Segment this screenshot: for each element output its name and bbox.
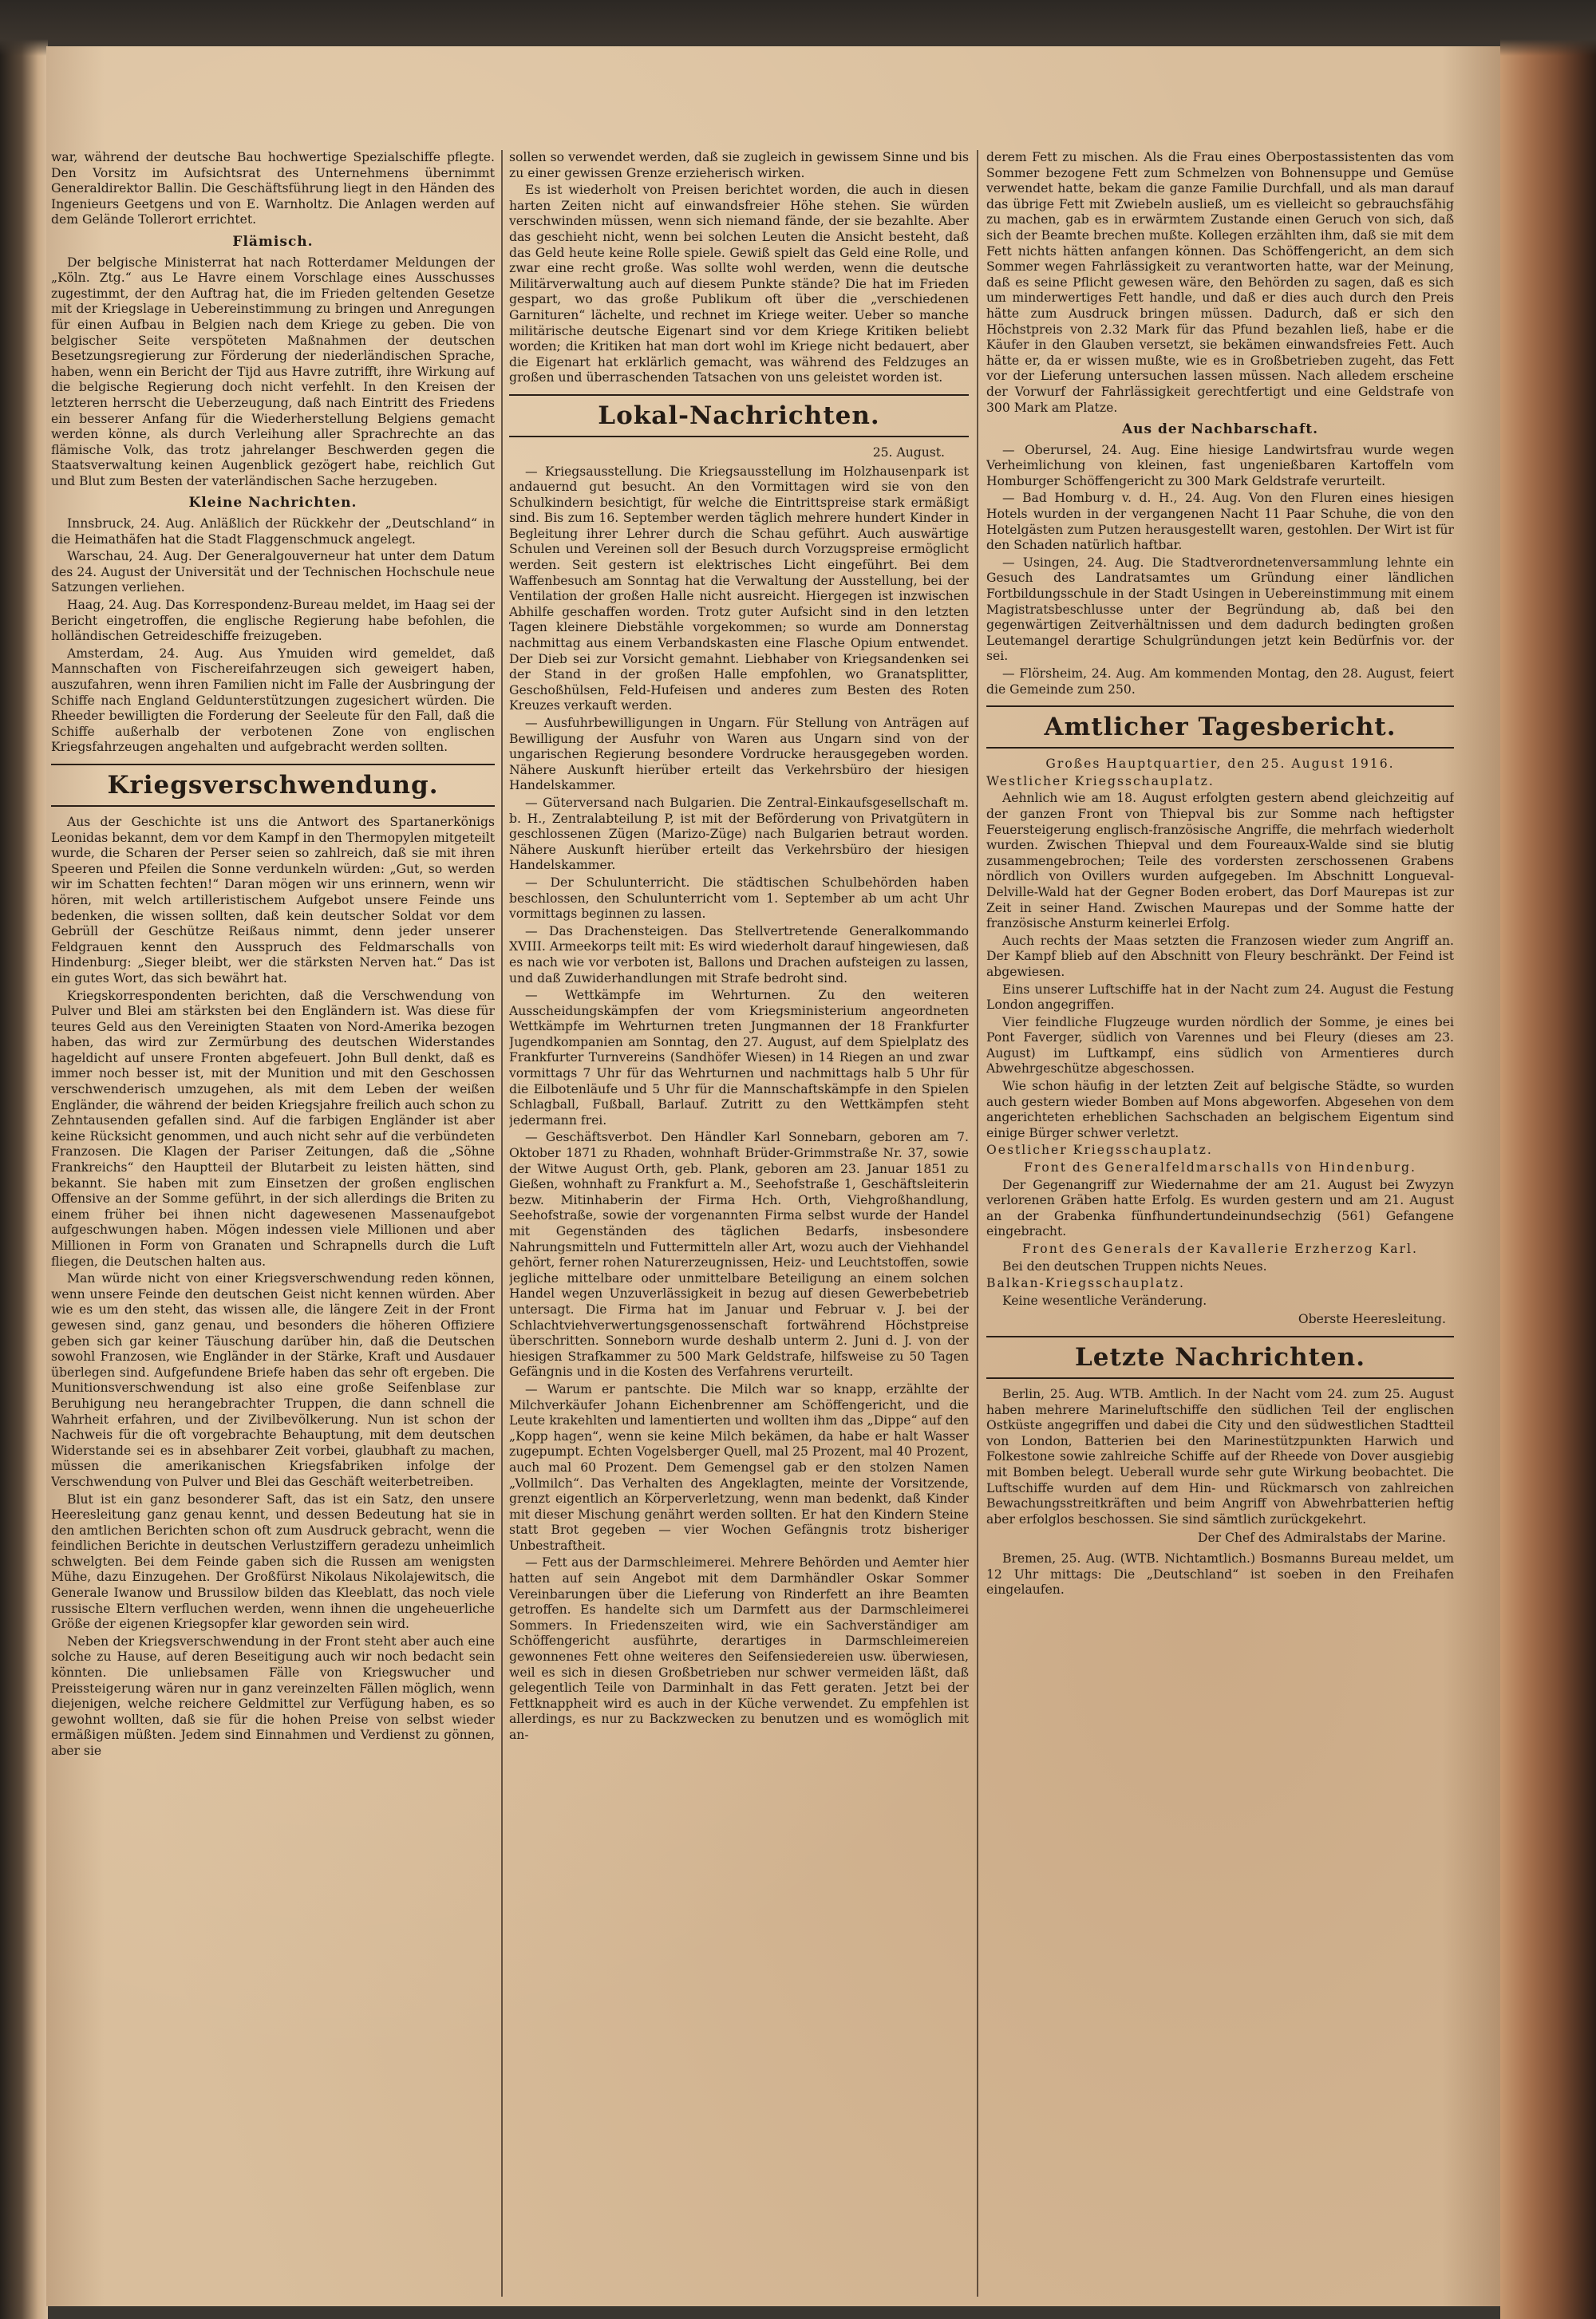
article-heading-kriegsverschwendung: Kriegsverschwendung. — [107, 770, 439, 800]
paragraph: Es ist wiederholt von Preisen berichtet worden, die auch in diesen harten Zeiten nicht auf einwandsfreier Höhe stehen. Sie würden verschwinden müssen, wenn sich niemand fände, der sie bezahlte. Aber das geschieht nicht, wenn bei solchen Leuten die Ansicht besteht, daß das Geld heute keine Rolle spiele. Gewiß spielt das Geld eine Rolle, und zwar eine recht große. Was sollte wohl werden, wenn die deutsche Militärverwaltung auch auf diesem Punkte stände? Die hat im Frieden gespart, wo das große Publikum oft über die „verschiedenen Garnituren“ lächelte, und rechnet im Kriege weiter. Ueber so manche militärische deutsche Eigenart sind vor dem Kriege Kritiken beliebt worden; die Kritiken hat man dort wohl im Kriege nicht bedauert, aber die Eigenart hat erklärlich gemacht, was während des Feldzuges an großen und überraschenden Tatsachen von uns geleistet worden ist. — [509, 183, 969, 385]
column-left — [51, 150, 495, 2297]
dateline: Großes Hauptquartier, den 25. August 1916. — [1045, 757, 1395, 772]
news-item: Innsbruck, 24. Aug. Anläßlich der Rückkehr der „Deutschland“ in die Heimathäfen hat die Stadt Flaggenschmuck angelegt. — [51, 516, 495, 547]
front-heading: Front des Generals der Kavallerie Erzherzog Karl. — [1022, 1242, 1418, 1256]
news-item: — Wettkämpfe im Wehrturnen. Zu den weiteren Ausscheidungskämpfen der vom Kriegsministerium angeordneten Wettkämpfe im Wehrturnen treten Jungmannen der 18 Frankfurter Jugendkompanien am Sonntag, den 27. August, auf dem Spielplatz des Frankfurter Turnvereins (Sandhöfer Wiesen) in 14 Riegen an und zwar vormittags 7 Uhr für das Wehrturnen und nachmittags halb 5 Uhr für die Eilbotenläufe und 5 Uhr für die Mannschaftskämpfe in den Spielen Schlagball, Fußball, Barlauf. Zutritt zu den Wettkämpfen steht jedermann frei. — [509, 988, 969, 1128]
news-item: — Flörsheim, 24. Aug. Am kommenden Montag, den 28. August, feiert die Gemeinde zum 250. — [986, 666, 1454, 697]
section-heading-flaemisch: Flämisch. — [232, 233, 314, 250]
front-heading: Front des Generalfeldmarschalls von Hindenburg. — [1024, 1160, 1416, 1175]
news-item: Haag, 24. Aug. Das Korrespondenz-Bureau meldet, im Haag sei der Bericht eingetroffen, die englische Regierung habe befohlen, die holländischen Getreideschiffe freizugeben. — [51, 598, 495, 644]
paragraph: Neben der Kriegsverschwendung in der Front steht aber auch eine solche zu Hause, auf deren Beseitigung auch wir noch bedacht sein könnten. Die unliebsamen Fälle von Kriegswucher und Preissteigerung wären nur in ganz vereinzelten Fällen möglich, wenn diejenigen, welche reichere Geldmittel zur Verfügung haben, es so gewohnt wollten, daß sie für die hohen Preise von selbst wieder ermäßigen müßten. Jedem sind Einnahmen und Verdienst zu gönnen, aber sie — [51, 1634, 495, 1758]
news-item: Amsterdam, 24. Aug. Aus Ymuiden wird gemeldet, daß Mannschaften von Fischereifahrzeugen sich geweigert haben, auszufahren, wenn ihren Familien nicht im Falle der Ausbringung der Schiffe nach England Geldunterstützungen zugesichert würden. Die Rheeder bewilligten die Forderung der Seeleute für den Fall, daß die Schiffe außerhalb der verbotenen Zone von englischen Kriegsfahrzeugen angehalten und aufgebracht werden sollten. — [51, 646, 495, 755]
news-item: — Oberursel, 24. Aug. Eine hiesige Landwirtsfrau wurde wegen Verheimlichung von kleinen, fast ungenießbaren Kartoffeln vom Homburger Schöffengericht zu 300 Mark Geldstrafe verurteilt. — [986, 442, 1454, 488]
news-item: Bremen, 25. Aug. (WTB. Nichtamtlich.) Bosmanns Bureau meldet, um 12 Uhr mittags: Die „Deutschland“ ist soeben in den Freihafen eingelaufen. — [986, 1551, 1454, 1598]
news-item: — Bad Homburg v. d. H., 24. Aug. Von den Fluren eines hiesigen Hotels wurden in der vergangenen Nacht 11 Paar Schuhe, die von den Hotelgästen zum Putzen herausgestellt waren, gestohlen. Der Wirt ist für den Schaden natürlich haftbar. — [986, 491, 1454, 553]
signature: Oberste Heeresleitung. — [1298, 1312, 1446, 1327]
paragraph: Blut ist ein ganz besonderer Saft, das ist ein Satz, den unsere Heeresleitung ganz genau kennt, und dessen Bedeutung hat sie in den amtlichen Berichten schon oft zum Ausdruck gebracht, wenn die feindlichen Berichte in deutschen Verlustziffern geradezu unheimlich schwelgten. Bei dem Feinde gaben sich die Russen am wenigsten Mühe, dazu Einzugehen. Der Großfürst Nikolaus Nikolajewitsch, die Generale Iwanow und Brussilow bilden das Kleeblatt, das noch viele russische Eltern verfluchen werden, wenn ihnen die ungeheuerliche Größe der eigenen Kriegsopfer klar geworden sein wird. — [51, 1491, 495, 1632]
signature: Der Chef des Admiralstabs der Marine. — [1197, 1531, 1446, 1546]
paragraph: Bei den deutschen Truppen nichts Neues. — [1002, 1258, 1267, 1274]
section-heading-kleine-nachrichten: Kleine Nachrichten. — [188, 495, 358, 512]
news-item: — Warum er pantschte. Die Milch war so knapp, erzählte der Milchverkäufer Johann Eichenbrenner am Schöffengericht, und die Leute krakehlten und lamentierten und wollten ihm das „Dippe“ auf den „Kopp hagen“, wenn sie keine Milch bekämen, da habe er halt Wasser zugepumpt. Echten Vogelsberger Quell, mal 25 Prozent, mal 40 Prozent, auch mal 60 Prozent. Dem Gemengsel gab er den stolzen Namen „Vollmilch“. Das Verhalten des Angeklagten, meinte der Vorsitzende, grenzt eigentlich an Körperverletzung, wenn man bedenkt, daß Kinder mit dieser Mischung genährt werden sollten. Er hat den Kindern Steine statt Brot gegeben — vier Wochen Gefängnis trotz bisheriger Unbestraftheit. — [509, 1381, 969, 1553]
book-binding-left — [0, 0, 48, 2319]
paragraph: Wie schon häufig in der letzten Zeit auf belgische Städte, so wurden auch gestern wieder Bomben auf Mons abgeworfen. Abgesehen von dem angerichteten erheblichen Sachschaden an belgischem Eigentum sind einige Bürger schwer verletzt. — [986, 1079, 1454, 1140]
heading-box — [986, 705, 1454, 749]
column-right — [986, 150, 1454, 2297]
paragraph: Vier feindliche Flugzeuge wurden nördlich der Somme, je eines bei Pont Faverger, südlich von Varennes und bei Fleury (dieses am 23. August) im Luftkampf, eins südlich von Armentieres durch Abwehrgeschütze abgeschossen. — [986, 1014, 1454, 1077]
paragraph: Der belgische Ministerrat hat nach Rotterdamer Meldungen der „Köln. Ztg.“ aus Le Havre einem Vorschlage eines Ausschusses zugestimmt, der den Auftrag hat, die im Frieden geltenden Gesetze mit der Kriegslage in Uebereinstimmung zu bringen und Anregungen für einen Aufbau in Belgien nach dem Kriege zu geben. Die von belgischer Seite verspöteten Maßnahmen der deutschen Besetzungsregierung zur Förderung der niederländischen Sprache, haben, wenn ein Bericht der Tijd aus Havre zutrifft, ihre Wirkung auf die belgische Regierung doch nicht verfehlt. In den Kreisen der letzteren herrscht die Ueberzeugung, daß nach Eintritt des Friedens ein besserer Anfang für die Wiederherstellung Belgiens gemacht werden könne, als durch Verleihung aller Sprachrechte an das flämische Volk, das trotz jahrelanger Beschwerden gegen die Staatsverwaltung keinen Augenblick gezögert habe, reichlich Gut und Blut zum Besten der vaterländischen Sache herzugeben. — [51, 255, 495, 488]
newspaper-page — [46, 46, 1500, 2306]
news-item: — Fett aus der Darmschleimerei. Mehrere Behörden und Aemter hier hatten auf sein Angebot mit dem Darmhändler Oskar Sommer Vereinbarungen über die Lieferung von Rinderfett an ihre Beamten getroffen. Es handelte sich um Darmfett aus der Darmschleimerei Sommers. In Friedenszeiten wird, wie ein Sachverständiger am Schöffengericht ausführte, derartiges in Darmschleimereien gewonnenes Fett ohne weiteres den Seifensiedereien usw. überwiesen, weil es sich in diesen Großbetrieben nur schwer vermeiden läßt, daß gelegentlich Teile von Darminhalt in das Fett geraten. Jetzt bei der Fettknappheit wird es auch in der Küche verwendet. Zu empfehlen ist allerdings, es nur zu Backzwecken zu benutzen und es womöglich mit an- — [509, 1555, 969, 1742]
section-heading-nachbarschaft: Aus der Nachbarschaft. — [1121, 421, 1319, 438]
book-binding-right — [1500, 0, 1596, 2319]
section-heading-lokal-nachrichten: Lokal-Nachrichten. — [598, 401, 880, 430]
paragraph: Aehnlich wie am 18. August erfolgten gestern abend gleichzeitig auf der ganzen Front von Thiepval bis zur Somme nach heftigster Feuersteigerung englisch-französische Angriffe, die mehrfach wiederholt wurden. Zwischen Thiepval und dem Foureaux-Walde sind sie blutig zusammengebrochen; Teile des vordersten zerschossenen Grabens nördlich von Ovillers wurden aufgegeben. Im Abschnitt Longueval-Delville-Wald hat der Gegner Boden erobert, das Dorf Maurepas ist zur Zeit in seiner Hand. Zwischen Maurepas und der Somme hatte der französische Ansturm keinerlei Erfolg. — [986, 791, 1454, 931]
section-heading-letzte-nachrichten: Letzte Nachrichten. — [1074, 1342, 1365, 1372]
paragraph: Man würde nicht von einer Kriegsverschwendung reden können, wenn unsere Feinde den deutschen Geist nicht kennen würden. Aber wie es um den steht, das wissen alle, die längere Zeit in der Front gewesen sind, ganz genau, und besonders die höheren Offiziere geben sich gar keiner Täuschung darüber hin, daß die Deutschen sowohl Franzosen, wie Engländer in der Stärke, Kraft und Ausdauer überlegen sind. Aufgefundene Briefe haben das sehr oft ergeben. Die Munitionsverschwendung ist also eine große Seifenblase zur Beruhigung neu herangebrachter Truppen, die dann schnell die Wahrheit erfahren, und der Zivilbevölkerung. Nun ist schon der Nachweis für die oft vorgebrachte Behauptung, mit dem deutschen Widerstande sei es in absehbarer Zeit vorbei, glaubhaft zu machen, müssen die amerikanischen Kriegsfabriken infolge der Verschwendung von Pulver und Blei das Geschäft weiterbetreiben. — [51, 1271, 495, 1489]
news-item: Warschau, 24. Aug. Der Generalgouverneur hat unter dem Datum des 24. August der Universität und der Technischen Hochschule neue Satzungen verliehen. — [51, 549, 495, 595]
paragraph: Kriegskorrespondenten berichten, daß die Verschwendung von Pulver und Blei am stärksten bei den Engländern ist. Was diese für teures Geld aus den Vereinigten Staaten von Nord-Amerika bezogen haben, das wird zur Zermürbung des deutschen Widerstandes hageldicht auf unsere Fronten abgefeuert. John Bull denkt, daß es immer noch besser ist, mit der Munition und mit den Geschossen verschwenderisch umzugehen, als mit dem Leben der weißen Engländer, die während der beiden Kriegsjahre freilich auch schon zu Zehntausenden gefallen sind. Auf die farbigen Engländer ist aber keine Rücksicht genommen, und auch nicht sehr auf die verbündeten Franzosen. Die Klagen der Pariser Zeitungen, daß die „Söhne Frankreichs“ den Hauptteil der Blutarbeit zu leisten hätten, sind bekannt. Sie haben mit zum Einsetzen der großen englischen Offensive an der Somme geführt, in der sich allerdings die Briten zu einem früher bei ihnen nicht dagewesenen Massenaufgebot aufgeschwungen haben. Mögen indessen viele Millionen und aber Millionen in Form von Granaten und Schrapnells durch die Luft fliegen, die Deutschen halten aus. — [51, 988, 495, 1269]
heading-box — [51, 764, 495, 807]
news-item: — Der Schulunterricht. Die städtischen Schulbehörden haben beschlossen, den Schulunterricht vom 1. September ab um acht Uhr vormittags beginnen zu lassen. — [509, 875, 969, 922]
heading-box — [509, 394, 969, 437]
paragraph: Keine wesentliche Veränderung. — [1002, 1293, 1207, 1308]
news-item: — Geschäftsverbot. Den Händler Karl Sonnebarn, geboren am 7. Oktober 1871 zu Rhaden, wohnhaft Brüder-Grimmstraße Nr. 37, sowie der Witwe August Orth, geb. Plank, geboren am 23. Januar 1851 zu Gießen, wohnhaft zu Frankfurt a. M., Seehofstraße 1, Geschäftsleiterin bezw. Mitinhaberin der Firma Hch. Orth, Viehgroßhandlung, Seehofstraße, sowie der vorgenannten Firma selbst wurde der Handel mit Gegenständen des täglichen Bedarfs, insbesondere Nahrungsmitteln und Futtermitteln aller Art, wozu auch der Viehhandel gehört, ferner rohen Naturerzeugnissen, Heiz- und Leuchtstoffen, sowie jegliche mittelbare oder unmittelbare Beteiligung an einem solchen Handel wegen Unzuverlässigkeit in bezug auf diesen Gewerbebetrieb untersagt. Die Firma hat im Januar und Februar v. J. bei der Schlachtviehverwertungsgenossenschaft fortwährend Höchstpreise überschritten. Sonneborn wurde deshalb unterm 2. Juni d. J. von der hiesigen Strafkammer zu 500 Mark Geldstrafe, hilfsweise zu 50 Tagen Gefängnis und in die Kosten des Verfahrens verurteilt. — [509, 1130, 969, 1380]
article-continuation: war, während der deutsche Bau hochwertige Spezialschiffe pflegte. Den Vorsitz im Aufsichtsrat des Unternehmens übernimmt Generaldirektor Ballin. Die Geschäftsführung liegt in den Händen des Ingenieurs Geetgens und von E. Warnholtz. Die Anlagen werden auf dem Gelände Tollerort errichtet. — [51, 150, 495, 227]
news-item: — Usingen, 24. Aug. Die Stadtverordnetenversammlung lehnte ein Gesuch des Landratsamtes um Gründung einer ländlichen Fortbildungsschule in der Stadt Usingen in Uebereinstimmung mit einem Magistratsbeschlusse unter der Begründung ab, daß bei den gegenwärtigen Zeitverhältnissen und dem dadurch bedingten großen Leutemangel derartige Schulgründungen jetzt kein Bedürfnis vor. der sei. — [986, 555, 1454, 664]
column-rule — [977, 150, 978, 2297]
article-continuation: derem Fett zu mischen. Als die Frau eines Oberpostassistenten das vom Sommer bezogene Fett zum Schmelzen von Bohnensuppe und Gemüse verwendet hatte, bekam die ganze Familie Durchfall, und als man darauf das übrige Fett mit Zwiebeln ausließ, um es vielleicht so gebrauchsfähig zu machen, gab es in erwärmtem Zustande einen Geruch von sich, daß sich der Beamte brechen mußte. Kollegen erzählten ihm, daß sie mit dem Fett nichts hätten anfangen können. Das Schöffengericht, an dem sich Sommer wegen Fahrlässigkeit zu verantworten hatte, war der Meinung, daß es seine Pflicht gewesen wäre, den Behörden zu sagen, daß es sich um minderwertiges Fett handle, und daß er dies auch durch den Preis hätte zum Ausdruck bringen müssen. Dadurch, daß er sich den Höchstpreis von 2.32 Mark für das Pfund bezahlen ließ, habe er die Käufer in den Glauben versetzt, sie bekämen einwandsfreies Fett. Auch hätte er, da er wissen mußte, wie es in Großbetrieben zugeht, das Fett vor der Lieferung untersuchen lassen müssen. Nach alledem erscheine der Vorwurf der Fahrlässigkeit gerechtfertigt und eine Geldstrafe von 300 Mark am Platze. — [986, 150, 1454, 415]
article-continuation: sollen so verwendet werden, daß sie zugleich in gewissem Sinne und bis zu einer gewissen Grenze erzieherisch wirken. — [509, 150, 969, 180]
news-item: — Kriegsausstellung. Die Kriegsausstellung im Holzhausenpark ist andauernd gut besucht. An den Vormittagen wird sie von den Schulkindern besichtigt, für welche die Eintrittspreise stark ermäßigt sind. Bis zum 16. September werden täglich mehrere hundert Kinder in Begleitung ihrer Lehrer durch die Schau geführt. Auch auswärtige Schulen und Vereinen soll der Besuch durch Vorzugspreise ermöglicht werden. Seit gestern ist elektrisches Licht eingeführt. Bei dem Waffenbesuch am Sonntag hat die Verwaltung der Ausstellung, bei der Ventilation der großen Halle nicht ausreicht. Hiergegen ist inzwischen Abhilfe geschaffen worden. Trotz guter Aufsicht sind in den letzten Tagen kleinere Diebstähle vorgekommen; so wurde am Donnerstag nachmittag aus einem Verbandskasten eine Flasche Opium entwendet. Der Dieb sei zur Vorsicht gemahnt. Liebhaber von Kriegsandenken sei der Stand in der großen Halle empfohlen, wo Granatsplitter, Geschoßhülsen, Feld-Hufeisen und anderes zum Besten des Roten Kreuzes verkauft werden. — [509, 464, 969, 713]
column-middle — [509, 150, 969, 2297]
news-item: — Güterversand nach Bulgarien. Die Zentral-Einkaufsgesellschaft m. b. H., Zentralabteilung P, ist mit der Beförderung von Privatgütern in geschlossenen Zügen (Marizo-Züge) nach Bulgarien betraut worden. Nähere Auskunft hierüber erteilt das Verkehrsbüro der hiesigen Handelskammer. — [509, 795, 969, 873]
dateline: 25. August. — [872, 444, 945, 460]
news-item: Berlin, 25. Aug. WTB. Amtlich. In der Nacht vom 24. zum 25. August haben mehrere Marineluftschiffe den südlichen Teil der englischen Ostküste angegriffen und dabei die City und den südwestlichen Stadtteil von London, Batterien bei den Marinestützpunkten Harwich und Folkestone sowie zahlreiche Schiffe auf der Rheede von Dover ausgiebig mit Bomben belegt. Ueberall wurde sehr gute Wirkung beobachtet. Die Luftschiffe wurden auf dem Hin- und Rückmarsch von zahlreichen Bewachungsstreitkräften und beim Angriff von Abwehrbatterien heftig aber erfolglos beschossen. Sie sind sämtlich zurückgekehrt. — [986, 1386, 1454, 1527]
heading-box — [986, 1336, 1454, 1379]
subheading-west: Westlicher Kriegsschauplatz. — [986, 773, 1215, 788]
paragraph: Aus der Geschichte ist uns die Antwort des Spartanerkönigs Leonidas bekannt, dem vor dem Kampf in den Thermopylen mitgeteilt wurde, die Scharen der Perser seien so zahlreich, daß sie mit ihren Speeren und Pfeilen die Sonne verdunkeln würden: „Gut, so werden wir im Schatten fechten!“ Daran mögen wir uns erinnern, wenn wir hören, mit welch artilleristischem Aufgebot unsere Feinde uns bedenken, die wissen sollten, daß kein deutscher Soldat vor dem Gebrüll der Geschütze Reißaus nimmt, denn jeder unserer Feldgrauen kennt den Ausspruch des Feldmarschalls von Hindenburg: „Sieger bleibt, wer die stärksten Nerven hat.“ Das ist ein gutes Wort, das sich bewährt hat. — [51, 814, 495, 986]
news-item: — Ausfuhrbewilligungen in Ungarn. Für Stellung von Anträgen auf Bewilligung der Ausfuhr von Waren aus Ungarn sind von der ungarischen Regierung besondere Vordrucke herausgegeben worden. Nähere Auskunft hierüber erteilt das Verkehrsbüro der hiesigen Handelskammer. — [509, 716, 969, 793]
section-heading-amtlicher-tagesbericht: Amtlicher Tagesbericht. — [1044, 713, 1396, 742]
subheading-balkan: Balkan-Kriegsschauplatz. — [986, 1276, 1185, 1291]
column-rule — [501, 150, 503, 2297]
news-item: — Das Drachensteigen. Das Stellvertretende Generalkommando XVIII. Armeekorps teilt mit: Es wird wiederholt darauf hingewiesen, daß es nach wie vor verboten ist, Ballons und Drachen aufsteigen zu lassen, und daß Zuwiderhandlungen mit Strafe bedroht sind. — [509, 923, 969, 986]
paragraph: Auch rechts der Maas setzten die Franzosen wieder zum Angriff an. Der Kampf blieb auf den Abschnitt von Fleury beschränkt. Der Feind ist abgewiesen. — [986, 933, 1454, 979]
paragraph: Eins unserer Luftschiffe hat in der Nacht zum 24. August die Festung London angegriffen. — [986, 982, 1454, 1013]
paragraph: Der Gegenangriff zur Wiedernahme der am 21. August bei Zwyzyn verlorenen Gräben hatte Erfolg. Es wurden gestern und am 21. August an der Grabenka fünfhundertundeinundsechzig (561) Gefangene eingebracht. — [986, 1177, 1454, 1239]
subheading-ost: Oestlicher Kriegsschauplatz. — [986, 1143, 1213, 1158]
